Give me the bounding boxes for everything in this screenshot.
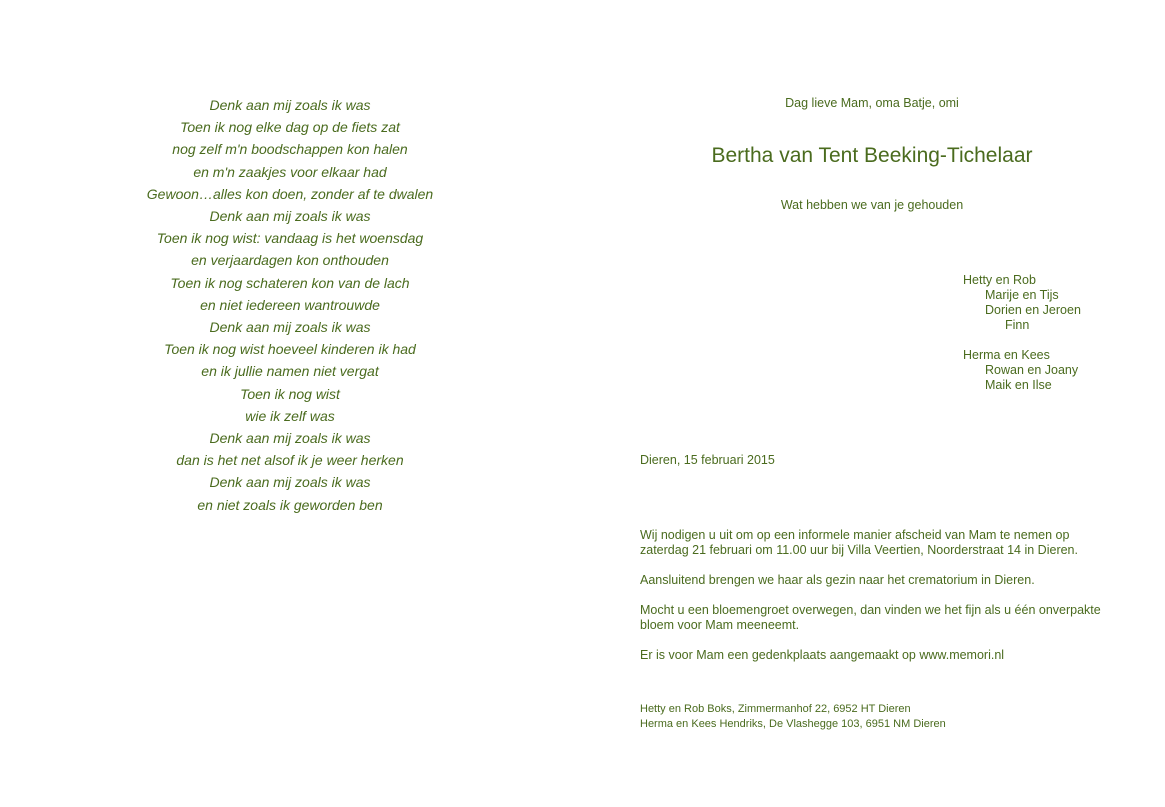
family-children: Dorien en Jeroen — [985, 303, 1081, 317]
family-group — [963, 273, 1081, 333]
poem-line: nog zelf m'n boodschappen kon halen — [172, 141, 408, 158]
poem-line: Denk aan mij zoals ik was — [209, 319, 371, 336]
deceased-name: Bertha van Tent Beeking-Tichelaar — [711, 144, 1033, 167]
memorial-paragraph: Er is voor Mam een gedenkplaats aangemaakt op www.memori.nl — [640, 648, 1005, 662]
flowers-paragraph: Mocht u een bloemengroet overwegen, dan vinden we het fijn als u één onverpakte bloem voor Mam meeneemt. — [640, 603, 1101, 632]
greeting: Dag lieve Mam, oma Batje, omi — [785, 96, 959, 110]
poem-line: en verjaardagen kon onthouden — [191, 252, 389, 269]
poem-line: wie ik zelf was — [245, 407, 335, 424]
family-group — [963, 348, 1081, 393]
address-line: Hetty en Rob Boks, Zimmermanhof 22, 6952 HT Dieren — [640, 703, 911, 715]
poem-line: en m'n zaakjes voor elkaar had — [193, 163, 387, 180]
family-children: Rowan en Joany — [985, 363, 1079, 377]
poem-line: Denk aan mij zoals ik was — [209, 208, 371, 225]
addresses — [640, 702, 946, 732]
poem-line: Denk aan mij zoals ik was — [209, 430, 371, 447]
poem-line: Toen ik nog wist: vandaag is het woensdag — [156, 230, 424, 247]
poem-line: en ik jullie namen niet vergat — [201, 363, 379, 380]
family-grandchild: Finn — [1005, 318, 1030, 332]
poem-line: Toen ik nog wist hoeveel kinderen ik had — [164, 341, 416, 358]
crematorium-paragraph: Aansluitend brengen we haar als gezin naar het crematorium in Dieren. — [640, 573, 1035, 587]
family-parents: Herma en Kees — [963, 348, 1050, 362]
family-children: Maik en Ilse — [985, 378, 1052, 392]
poem-line: Denk aan mij zoals ik was — [209, 474, 371, 491]
poem-line: en niet zoals ik geworden ben — [197, 496, 383, 513]
poem-line: en niet iedereen wantrouwde — [200, 296, 380, 313]
invitation-paragraph: Wij nodigen u uit om op een informele manier afscheid van Mam te nemen op zaterdag 21 februari om 11.00 uur bij Villa Veertien, Noorderstraat 14 in Dieren. — [640, 528, 1078, 557]
poem — [90, 94, 490, 516]
poem-line: Denk aan mij zoals ik was — [209, 97, 371, 113]
poem-line: dan is het net alsof ik je weer herken — [176, 452, 404, 469]
poem-line: Toen ik nog elke dag op de fiets zat — [180, 119, 400, 136]
family-list — [963, 273, 1081, 408]
subtitle: Wat hebben we van je gehouden — [780, 198, 964, 212]
family-children: Marije en Tijs — [985, 288, 1059, 302]
poem-line: Toen ik nog schateren kon van de lach — [170, 274, 410, 291]
poem-line: Gewoon…alles kon doen, zonder af te dwalen — [146, 185, 434, 202]
body-text — [640, 528, 1120, 678]
address-line: Herma en Kees Hendriks, De Vlashegge 103, 6951 NM Dieren — [640, 718, 946, 730]
place-date: Dieren, 15 februari 2015 — [640, 453, 775, 467]
family-parents: Hetty en Rob — [963, 273, 1036, 287]
poem-line: Toen ik nog wist — [240, 385, 340, 402]
